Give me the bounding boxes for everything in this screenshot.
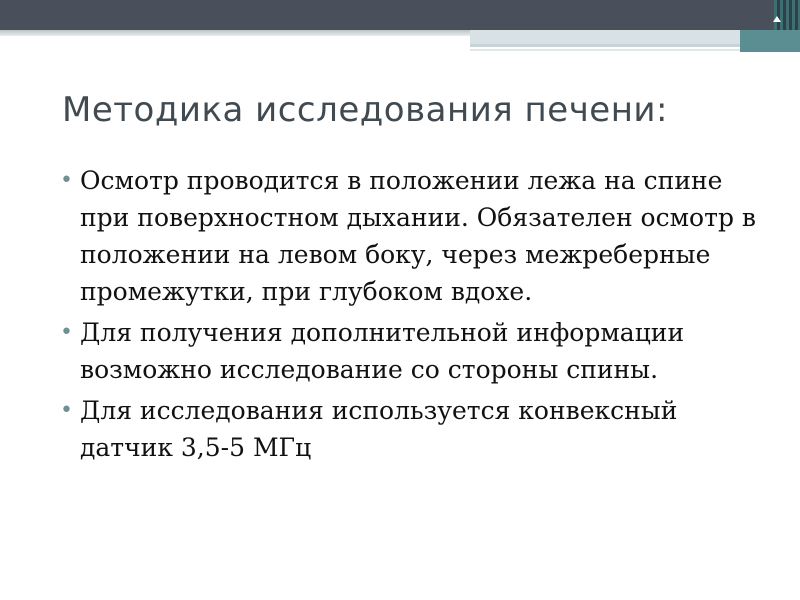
bullet-icon: • (60, 398, 73, 423)
list-item (60, 392, 770, 466)
bullet-list (60, 162, 770, 470)
list-item-text: Для исследования используется конвексный датчик 3,5-5 МГц (80, 396, 678, 462)
bullet-icon: • (60, 320, 73, 345)
bullet-icon: • (60, 168, 73, 193)
header-accent-line-secondary (470, 49, 740, 51)
list-item-text: Для получения дополнительной информации возможно исследование со стороны спины. (80, 318, 685, 384)
slide-title: Методика исследования печени: (62, 90, 668, 130)
header-stripes-decoration (774, 0, 800, 30)
list-item-text: Осмотр проводится в положении лежа на спине при поверхностном дыхании. Обязателен осмотр в положении на левом боку, через межреберные промежутки, при глубоком вдохе. (80, 166, 756, 306)
triangle-marker-icon (773, 16, 781, 22)
list-item (60, 162, 770, 310)
header-accent-teal (740, 30, 800, 52)
header-band (0, 0, 800, 30)
list-item (60, 314, 770, 388)
header-accent-line (470, 44, 740, 47)
